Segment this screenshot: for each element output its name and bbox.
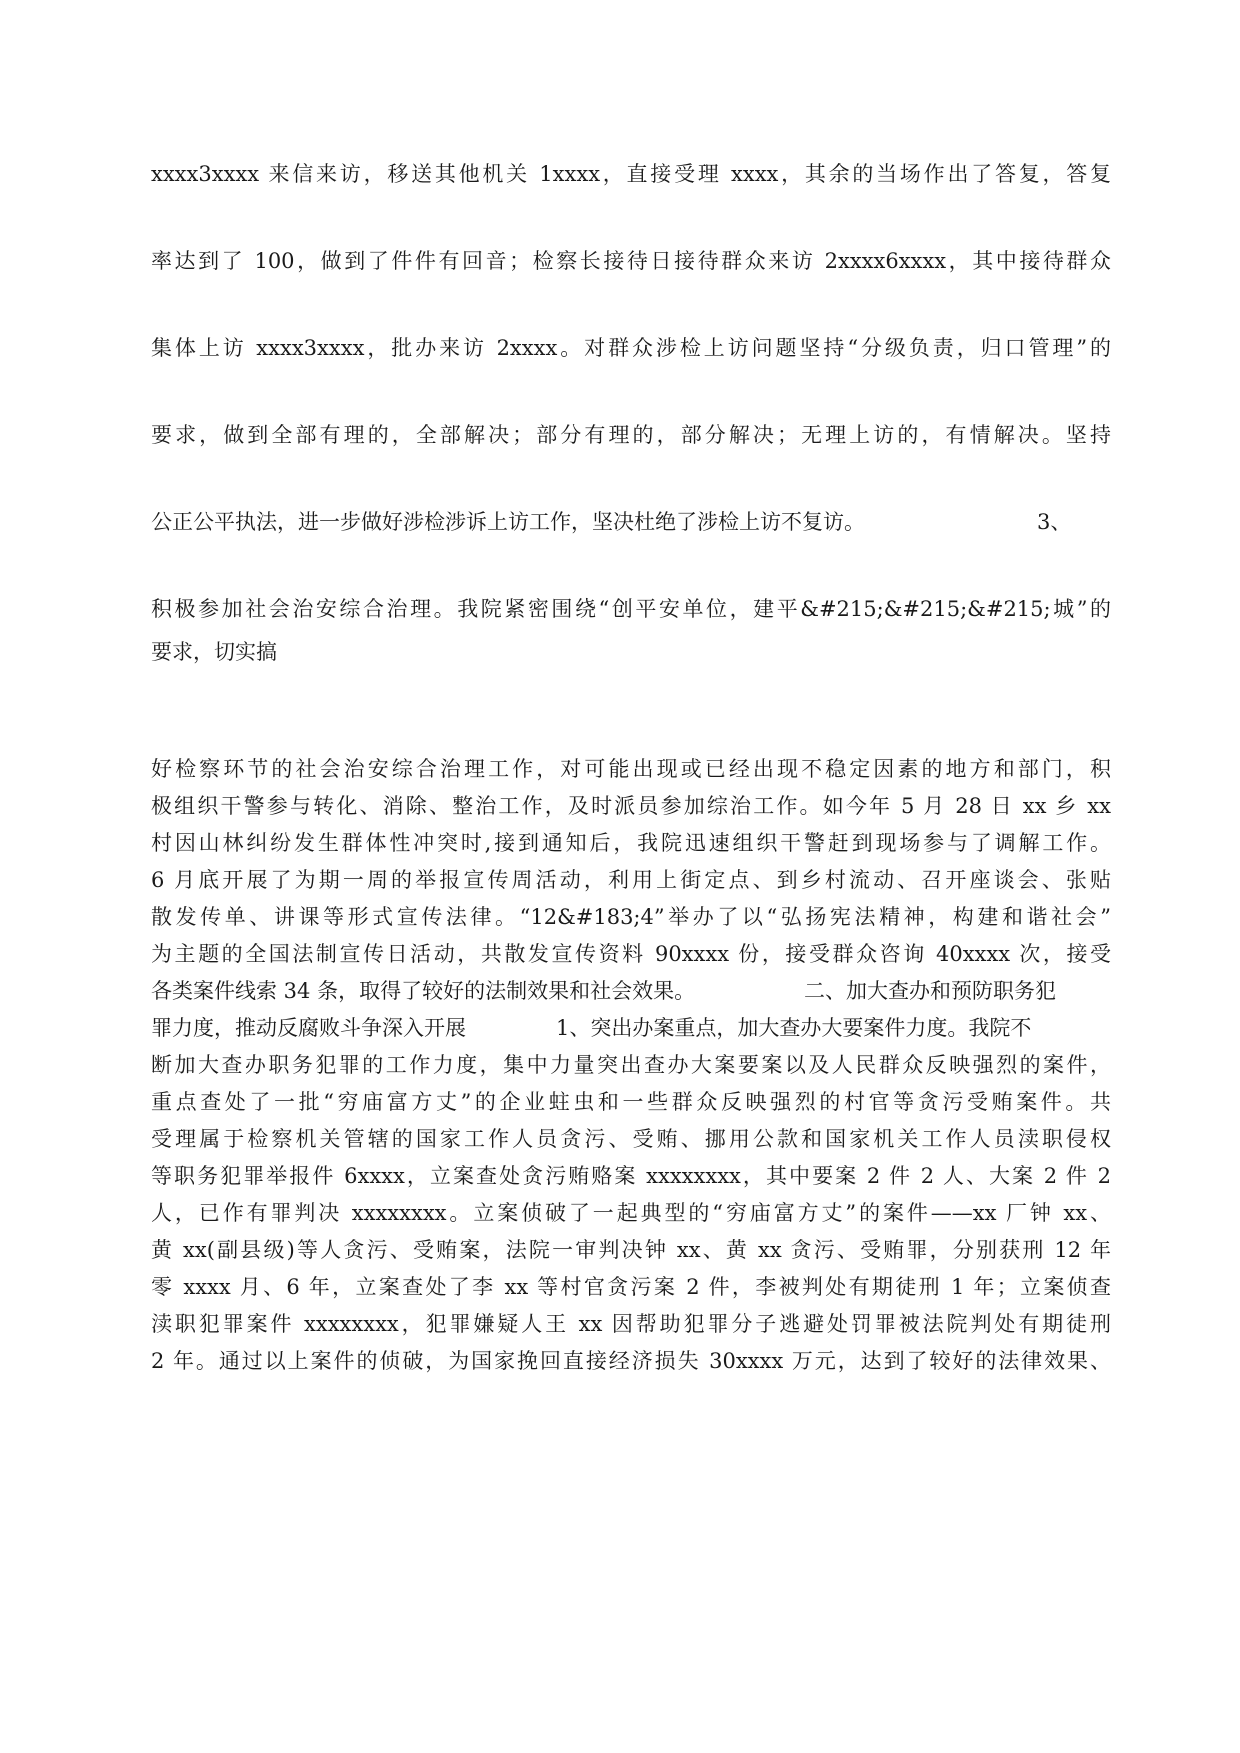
paragraph-line: 等职务犯罪举报件 6xxxx，立案查处贪污贿赂案 xxxxxxxx，其中要案 2 件 2 人、大案 2 件 2 xyxy=(151,1164,1111,1188)
paragraph-line: xxxx3xxxx 来信来访，移送其他机关 1xxxx，直接受理 xxxx，其余的当场作出了答复，答复 xyxy=(151,162,1111,186)
paragraph-line: 受理属于检察机关管辖的国家工作人员贪污、受贿、挪用公款和国家机关工作人员渎职侵权 xyxy=(151,1127,1111,1151)
section-number: 3、 xyxy=(1037,510,1072,534)
paragraph-line: 零 xxxx 月、6 年，立案查处了李 xx 等村官贪污案 2 件，李被判处有期徒刑 1 年；立案侦查 xyxy=(151,1275,1111,1299)
paragraph-line: 6 月底开展了为期一周的举报宣传周活动，利用上街定点、到乡村流动、召开座谈会、张贴 xyxy=(151,868,1111,892)
paragraph-line: 积极参加社会治安综合治理。我院紧密围绕“创平安单位，建平&#215;&#215;&#215;城”的 xyxy=(151,597,1111,621)
paragraph-line: 散发传单、讲课等形式宣传法律。“12&#183;4”举办了以“弘扬宪法精神，构建和谐社会” xyxy=(151,905,1111,929)
paragraph-line: 要求，切实搞 xyxy=(151,640,277,664)
paragraph-line: 为主题的全国法制宣传日活动，共散发宣传资料 90xxxx 份，接受群众咨询 40xxxx 次，接受 xyxy=(151,942,1111,966)
paragraph-line: 人，已作有罪判决 xxxxxxxx。立案侦破了一起典型的“穷庙富方丈”的案件——xx 厂钟 xx、 xyxy=(151,1201,1111,1225)
paragraph-line: 2 年。通过以上案件的侦破，为国家挽回直接经济损失 30xxxx 万元，达到了较好的法律效果、 xyxy=(151,1349,1111,1373)
paragraph-line: 集体上访 xxxx3xxxx，批办来访 2xxxx。对群众涉检上访问题坚持“分级负责，归口管理”的 xyxy=(151,336,1111,360)
paragraph-line: 重点查处了一批“穷庙富方丈”的企业蛀虫和一些群众反映强烈的村官等贪污受贿案件。共 xyxy=(151,1090,1111,1114)
paragraph-line: 要求，做到全部有理的，全部解决；部分有理的，部分解决；无理上访的，有情解决。坚持 xyxy=(151,423,1111,447)
section-heading: 二、加大查办和预防职务犯 xyxy=(804,979,1056,1003)
paragraph-line: 断加大查办职务犯罪的工作力度，集中力量突出查办大案要案以及人民群众反映强烈的案件， xyxy=(151,1053,1111,1077)
paragraph-line: 村因山林纠纷发生群体性冲突时,接到通知后，我院迅速组织干警赶到现场参与了调解工作。 xyxy=(151,831,1111,855)
paragraph-line: 1、突出办案重点，加大查办大要案件力度。我院不 xyxy=(556,1016,1032,1040)
paragraph-line: 各类案件线索 34 条，取得了较好的法制效果和社会效果。 xyxy=(151,979,696,1003)
paragraph-line: 公正公平执法，进一步做好涉检涉诉上访工作，坚决杜绝了涉检上访不复访。 xyxy=(151,510,865,534)
paragraph-line: 好检察环节的社会治安综合治理工作，对可能出现或已经出现不稳定因素的地方和部门，积 xyxy=(151,757,1111,781)
paragraph-line: 极组织干警参与转化、消除、整治工作，及时派员参加综治工作。如今年 5 月 28 日 xx 乡 xx xyxy=(151,794,1111,818)
section-heading: 罪力度，推动反腐败斗争深入开展 xyxy=(151,1016,466,1040)
paragraph-line: 率达到了 100，做到了件件有回音；检察长接待日接待群众来访 2xxxx6xxxx，其中接待群众 xyxy=(151,249,1111,273)
paragraph-line: 渎职犯罪案件 xxxxxxxx，犯罪嫌疑人王 xx 因帮助犯罪分子逃避处罚罪被法院判处有期徒刑 xyxy=(151,1312,1111,1336)
paragraph-line: 黄 xx(副县级)等人贪污、受贿案，法院一审判决钟 xx、黄 xx 贪污、受贿罪，分别获刑 12 年 xyxy=(151,1238,1111,1262)
